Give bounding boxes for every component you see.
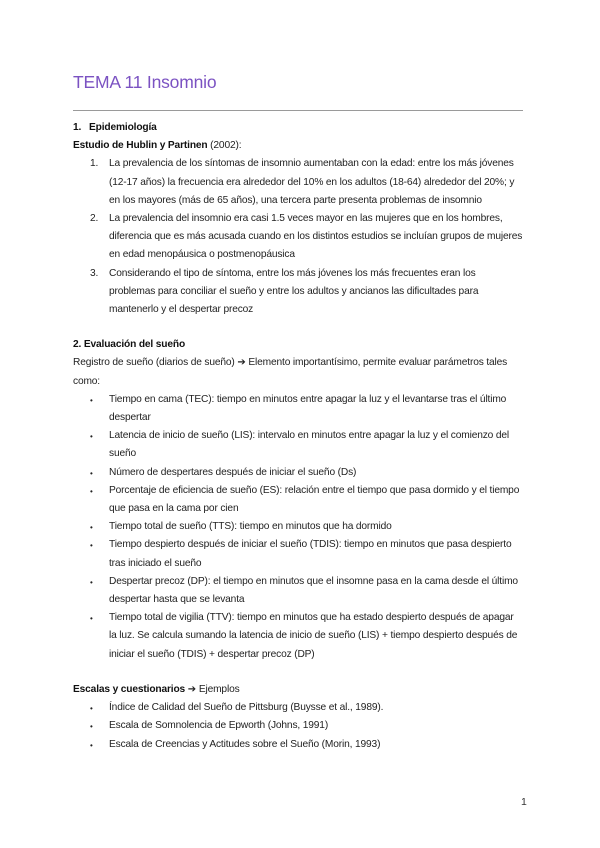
list-item	[73, 210, 523, 265]
document-body	[73, 119, 523, 754]
bullet-icon: •	[90, 523, 93, 533]
bullet-icon: •	[90, 722, 93, 732]
list-item	[73, 573, 523, 609]
study-label: Estudio de Hublin y Partinen	[73, 140, 208, 152]
list-item	[73, 536, 523, 572]
section-heading-escalas	[73, 681, 523, 699]
section-heading-epidemiologia	[73, 119, 523, 137]
bullet-icon: •	[90, 541, 93, 551]
bullet-icon: •	[90, 468, 93, 478]
section-number: 1.	[73, 122, 82, 133]
bullet-icon: •	[90, 577, 93, 587]
bullet-icon: •	[90, 432, 93, 442]
list-item-text: Porcentaje de eficiencia de sueño (ES): relación entre el tiempo que pasa dormido y el tiempo que pasa en la cama por cien	[109, 484, 520, 515]
bullet-icon: •	[90, 486, 93, 496]
list-item	[73, 265, 523, 320]
list-item-text: La prevalencia del insomnio era casi 1.5 veces mayor en las mujeres que en los hombres, diferencia que es más acusada cuando en los distintos estudios se incluían grupos de mujeres en edad menopáusica o postmenopáusica	[109, 213, 523, 261]
list-item	[73, 736, 523, 754]
list-item	[73, 464, 523, 482]
list-item-text: Despertar precoz (DP): el tiempo en minutos que el insomne pasa en la cama desde el último despertar hasta que se levanta	[109, 575, 518, 606]
section-heading-text: Epidemiología	[89, 122, 157, 133]
list-item-text: Considerando el tipo de síntoma, entre los más jóvenes los más frecuentes eran los problemas para conciliar el sueño y entre los adultos y ancianos las dificultades para mantenerlo y el despertar precoz	[109, 267, 479, 316]
list-item	[73, 518, 523, 536]
title-divider	[73, 110, 523, 111]
page-title: TEMA 11 Insomnio	[73, 72, 217, 92]
list-item-number: 2.	[90, 213, 99, 225]
bullet-icon: •	[90, 395, 93, 405]
list-item-text: Índice de Calidad del Sueño de Pittsburg (Buysse et al., 1989).	[109, 702, 384, 714]
evaluation-parameters-list	[73, 391, 523, 664]
list-item	[73, 717, 523, 735]
list-item-number: 3.	[90, 267, 99, 279]
scales-list	[73, 699, 523, 754]
list-item-text: Tiempo despierto después de iniciar el sueño (TDIS): tiempo en minutos que pasa despierto tras iniciado el sueño	[109, 539, 512, 569]
spacer	[73, 664, 523, 681]
section-heading-text: Escalas y cuestionarios	[73, 683, 186, 695]
list-item-text: Tiempo total de vigilia (TTV): tiempo en minutos que ha estado despierto después de apagar la luz. Se calcula sumando la latencia de inicio de sueño (LIS) + tiempo despierto después de iniciar el sueño (TDIS) + despertar precoz (DP)	[109, 612, 518, 660]
study-year: (2002):	[207, 140, 242, 152]
spacer	[73, 319, 523, 336]
list-item	[73, 427, 523, 463]
list-item-text: Escala de Somnolencia de Epworth (Johns, 1991)	[109, 720, 329, 732]
section-intro: Registro de sueño (diarios de sueño) ➔ Elemento importantísimo, permite evaluar parámetros tales como:	[73, 357, 508, 387]
list-item	[73, 609, 523, 664]
bullet-icon: •	[90, 614, 93, 624]
page-number: 1	[521, 796, 527, 808]
list-item	[73, 482, 523, 518]
bullet-icon: •	[90, 704, 93, 714]
list-item-text: La prevalencia de los síntomas de insomnio aumentaban con la edad: entre los más jóvenes (12-17 años) la frecuencia era alrededor del 10% en los adultos (18-64) alrededor del 20%; y en los mayores (más de 65 años), una tercera parte presenta problemas de insomnio	[109, 158, 515, 206]
section-heading-suffix: ➔ Ejemplos	[185, 683, 240, 695]
section-heading-evaluacion: 2. Evaluación del sueño	[73, 339, 186, 351]
list-item-text: Latencia de inicio de sueño (LIS): intervalo en minutos entre apagar la luz y el comienzo del sueño	[109, 430, 510, 460]
list-item-text: Tiempo en cama (TEC): tiempo en minutos entre apagar la luz y el levantarse tras el último despertar	[109, 393, 507, 424]
list-item-text: Escala de Creencias y Actitudes sobre el Sueño (Morin, 1993)	[109, 738, 381, 750]
bullet-icon: •	[90, 740, 93, 750]
list-item	[73, 391, 523, 427]
list-item	[73, 155, 523, 210]
list-item-text: Tiempo total de sueño (TTS): tiempo en minutos que ha dormido	[109, 521, 392, 533]
list-item-text: Número de despertares después de iniciar el sueño (Ds)	[109, 466, 357, 478]
list-item-number: 1.	[90, 158, 99, 170]
epidemiology-list	[73, 155, 523, 319]
study-reference	[73, 137, 523, 155]
list-item	[73, 699, 523, 717]
